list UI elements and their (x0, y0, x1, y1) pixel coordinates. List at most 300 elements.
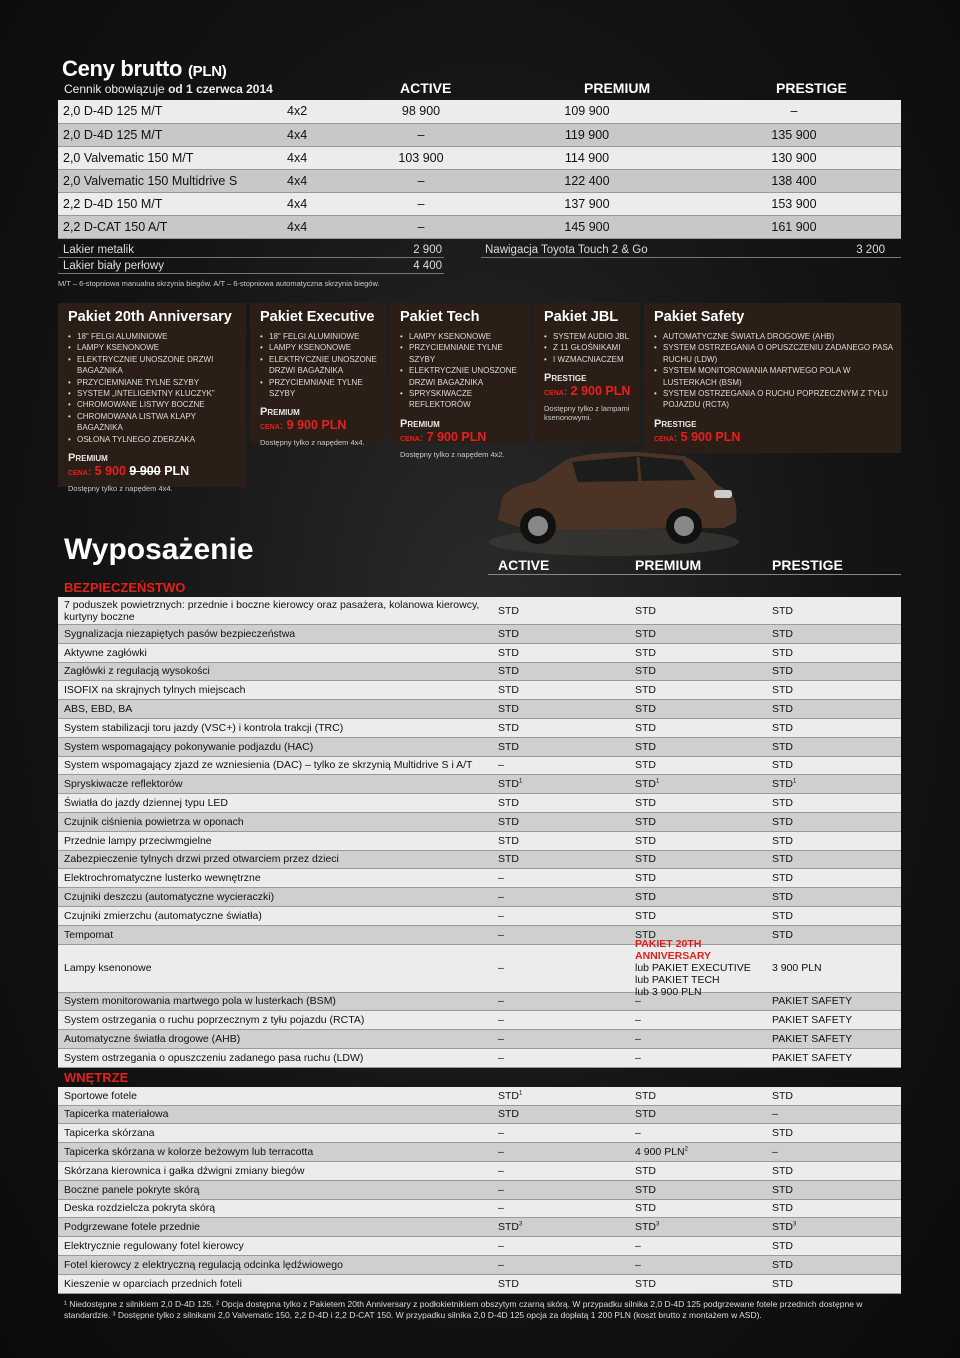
equip-cell-p (635, 797, 772, 809)
equip-value: STD (498, 778, 519, 791)
equip-col-prestige: PRESTIGE (772, 557, 843, 573)
equip-value: – (498, 909, 504, 922)
option-metallic-paint (58, 242, 444, 258)
equip-cell-a (498, 1127, 635, 1139)
equip-value: STD (498, 604, 519, 617)
option-price: 2 900 (413, 244, 442, 256)
section-heading: WNĘTRZE (64, 1069, 129, 1085)
list-item: • SPRYSKIWACZE REFLEKTORÓW (400, 388, 522, 411)
equip-cell-s (772, 647, 901, 659)
footnote-ref: 1 (519, 778, 523, 785)
table-row (58, 926, 901, 945)
equip-value: STD (635, 872, 656, 885)
equip-cell-p (635, 1052, 772, 1064)
equip-cell-a (498, 995, 635, 1007)
equip-cell-f (58, 891, 498, 903)
price-cell-engine: 2,2 D-4D 150 M/T (58, 192, 287, 215)
equip-cell-s (772, 1090, 901, 1102)
footnote-ref: 3 (793, 1221, 797, 1228)
equip-value: – (635, 1127, 641, 1140)
equip-value: Lampy ksenonowe (64, 962, 152, 975)
equip-value: – (772, 1108, 778, 1121)
package-version: Premium (68, 452, 108, 465)
list-item: • PRZYCIEMNIANE TYLNE SZYBY (400, 342, 522, 365)
price-list-validity: Cennik obowiązuje od 1 czerwca 2014 (64, 82, 273, 96)
equip-value: STD (772, 1164, 793, 1177)
price-cell-active: – (355, 123, 487, 146)
equip-value: – (498, 1183, 504, 1196)
equip-value: Podgrzewane fotele przednie (64, 1221, 201, 1234)
equip-cell-f (58, 1108, 498, 1120)
equip-value: STD (635, 853, 656, 866)
equip-cell-f (58, 684, 498, 696)
equip-value: – (635, 1051, 641, 1064)
package-version: Premium (400, 417, 440, 430)
table-row (58, 1218, 901, 1237)
equip-cell-a (498, 778, 635, 790)
equip-value: Tempomat (64, 928, 114, 941)
package-price: cena: 9 900 PLN (260, 418, 347, 433)
price-col-premium: PREMIUM (584, 80, 651, 96)
equip-cell-f (58, 778, 498, 790)
equip-value: STD (635, 1202, 656, 1215)
equip-value: STD (772, 759, 793, 772)
equip-cell-a (498, 962, 635, 974)
price-cell-drive: 4x4 (287, 169, 355, 192)
package-price: cena: 5 900 PLN (654, 429, 741, 444)
equip-value: STD (772, 740, 793, 753)
equip-option-line: PAKIET 20TH ANNIVERSARY (635, 938, 712, 963)
price-cell-active: 103 900 (355, 146, 487, 169)
equip-cell-a (498, 1240, 635, 1252)
equip-value: STD (635, 627, 656, 640)
equip-value: STD (635, 834, 656, 847)
equip-cell-p (635, 1165, 772, 1177)
table-row (58, 123, 901, 146)
price-cell-active: – (355, 215, 487, 238)
package-version: Premium (260, 406, 300, 419)
equip-value: STD (635, 1183, 656, 1196)
transmission-note: M/T – 6-stopniowa manualna skrzynia biegów. A/T – 6-stopniowa automatyczna skrzynia biegów. (58, 279, 380, 288)
equip-value: Aktywne zagłówki (64, 646, 147, 659)
table-row (58, 993, 901, 1012)
equip-value: 7 poduszek powietrznych: przednie i boczne kierowcy oraz pasażera, kolanowa kierowcy, kurtyny boczne (64, 598, 480, 623)
footnote-ref: 1 (519, 1090, 523, 1097)
equip-value: – (635, 1033, 641, 1046)
equip-value: Spryskiwacze reflektorów (64, 778, 183, 791)
equip-value: STD (772, 797, 793, 810)
price-cell-active: – (355, 192, 487, 215)
equip-value: STD (772, 872, 793, 885)
equip-cell-f (58, 703, 498, 715)
list-item: • LAMPY KSENONOWE (400, 331, 522, 342)
equip-cell-s (772, 1165, 901, 1177)
equip-cell-s (772, 1259, 901, 1271)
table-row (58, 832, 901, 851)
equip-value: System ostrzegania o ruchu poprzecznym z tyłu pojazdu (RCTA) (64, 1014, 365, 1027)
price-cell-drive: 4x4 (287, 123, 355, 146)
equip-cell-p (635, 665, 772, 677)
equip-value: Sygnalizacja niezapiętych pasów bezpieczeństwa (64, 627, 296, 640)
equip-cell-s (772, 703, 901, 715)
equip-value: STD (635, 1108, 656, 1121)
price-cell-engine: 2,0 D-4D 125 M/T (58, 123, 287, 146)
equip-value: ABS, EBD, BA (64, 703, 133, 716)
equip-value: STD (772, 1240, 793, 1252)
table-row (58, 1106, 901, 1125)
equip-value: System wspomagający zjazd ze wzniesienia (DAC) – tylko ze skrzynią Multidrive S i A/T (64, 759, 473, 772)
equip-cell-p (635, 1146, 772, 1158)
equip-value: Deska rozdzielcza pokryta skórą (64, 1202, 216, 1215)
equip-value: STD (635, 778, 656, 791)
price-cell-premium: 109 900 (487, 100, 687, 123)
equip-value: – (498, 872, 504, 885)
equip-cell-f (58, 647, 498, 659)
equip-cell-s (772, 1052, 901, 1064)
price-cell-premium: 114 900 (487, 146, 687, 169)
equipment-title: Wyposażenie (64, 533, 254, 566)
table-row (58, 625, 901, 644)
equip-value: STD (498, 703, 519, 716)
equip-cell-s (772, 1240, 901, 1252)
equip-value: Kieszenie w oparciach przednich foteli (64, 1277, 243, 1290)
package-executive (250, 303, 386, 448)
equip-value: STD (772, 1258, 793, 1271)
equip-cell-s (772, 853, 901, 865)
equip-cell-p (635, 741, 772, 753)
price-cell-premium: 137 900 (487, 192, 687, 215)
equip-cell-s (772, 1033, 901, 1045)
equip-value: System wspomagający pokonywanie podjazdu (HAC) (64, 740, 314, 753)
equip-cell-s (772, 778, 901, 790)
table-row (58, 169, 901, 192)
equip-cell-p (635, 1127, 772, 1139)
table-row (58, 1275, 901, 1294)
equip-cell-p (635, 995, 772, 1007)
equip-value: – (498, 1051, 504, 1064)
list-item: • ELEKTRYCZNIE UNOSZONE DRZWI BAGAŻNIKA (68, 354, 238, 377)
equip-cell-s (772, 1108, 901, 1120)
equip-cell-p (635, 1014, 772, 1026)
table-row (58, 813, 901, 832)
equip-value: – (635, 1014, 641, 1027)
package-title: Pakiet JBL (544, 309, 619, 325)
equip-value: – (498, 1240, 504, 1252)
equip-cell-p (635, 853, 772, 865)
equip-cell-a (498, 1146, 635, 1158)
equip-value: Światła do jazdy dziennej typu LED (64, 797, 229, 810)
package-note: Dostępny tylko z napędem 4x4. (260, 438, 365, 448)
price-cell-premium: 145 900 (487, 215, 687, 238)
equip-cell-s (772, 1127, 901, 1139)
equip-value: 3 900 PLN (772, 962, 822, 975)
table-row (58, 851, 901, 870)
package-tech (390, 303, 530, 459)
equip-cell-a (498, 797, 635, 809)
equip-option-line: lub PAKIET TECH (635, 974, 720, 987)
price-cell-engine: 2,0 Valvematic 150 M/T (58, 146, 287, 169)
equip-cell-f (58, 1014, 498, 1026)
equip-value: STD (498, 627, 519, 640)
equip-cell-p (635, 1240, 772, 1252)
equip-cell-s (772, 605, 901, 617)
equip-cell-f (58, 722, 498, 734)
equip-cell-p (635, 778, 772, 790)
equip-value: – (772, 1146, 778, 1159)
equip-cell-s (772, 995, 901, 1007)
equip-cell-f (58, 1090, 498, 1102)
equip-cell-a (498, 605, 635, 617)
price-cell-engine: 2,2 D-CAT 150 A/T (58, 215, 287, 238)
equip-cell-f (58, 816, 498, 828)
table-row (58, 215, 901, 238)
footnote-ref: 1 (656, 778, 660, 785)
option-pearl-white (58, 258, 444, 274)
price-table (58, 100, 901, 239)
equip-cell-s (772, 891, 901, 903)
equip-cell-s (772, 910, 901, 922)
package-title: Pakiet Tech (400, 309, 480, 325)
equip-cell-f (58, 910, 498, 922)
list-item: • SYSTEM AUDIO JBL (544, 331, 632, 342)
equip-cell-p (635, 1221, 772, 1233)
equip-value: STD (772, 928, 793, 941)
equip-value: STD (498, 1108, 519, 1121)
equip-cell-a (498, 1202, 635, 1214)
equip-value: STD (498, 1089, 519, 1102)
table-row (58, 663, 901, 682)
equip-value: – (635, 1240, 641, 1252)
equip-value: Przednie lampy przeciwmgielne (64, 834, 212, 847)
table-row (58, 738, 901, 757)
equip-value: STD (635, 1221, 656, 1234)
equip-value: STD (772, 1089, 793, 1102)
price-cell-drive: 4x2 (287, 100, 355, 123)
equip-cell-s (772, 1221, 901, 1233)
list-item: • SYSTEM MONITOROWANIA MARTWEGO POLA W LUSTERKACH (BSM) (654, 365, 893, 388)
equip-value: STD (635, 1164, 656, 1177)
equip-cell-f (58, 995, 498, 1007)
equip-cell-a (498, 853, 635, 865)
equip-value: STD (635, 759, 656, 772)
package-price: cena: 5 900 9 900 PLN (68, 464, 190, 479)
equip-value: – (498, 891, 504, 904)
equip-cell-f (58, 599, 498, 623)
equip-value: STD (635, 909, 656, 922)
list-item: • PRZYCIEMNIANE TYLNE SZYBY (68, 377, 238, 388)
equip-value: STD (498, 721, 519, 734)
table-row (58, 1087, 901, 1106)
equip-value: – (498, 1164, 504, 1177)
equip-cell-p (635, 1184, 772, 1196)
equip-value: STD (772, 604, 793, 617)
table-row (58, 775, 901, 794)
section-rows (58, 1087, 901, 1294)
equip-value: STD (635, 1089, 656, 1102)
equip-option-line: lub 3 900 PLN (635, 986, 702, 999)
equip-cell-a (498, 647, 635, 659)
equip-cell-s (772, 665, 901, 677)
equip-value: System stabilizacji toru jazdy (VSC+) i kontrola trakcji (TRC) (64, 721, 344, 734)
equip-value: STD (635, 703, 656, 716)
equip-value: STD (772, 1277, 793, 1290)
table-row (58, 1200, 901, 1219)
equip-value: STD (635, 740, 656, 753)
package-items (654, 331, 893, 411)
equip-value: STD (498, 740, 519, 753)
package-items (260, 331, 378, 399)
table-row (58, 1143, 901, 1162)
list-item: • SYSTEM „INTELIGENTNY KLUCZYK” (68, 388, 238, 399)
package-version: Prestige (654, 417, 697, 430)
equip-value: – (635, 995, 641, 1008)
table-row (58, 869, 901, 888)
equip-value: STD (498, 1277, 519, 1290)
equip-cell-f (58, 1146, 498, 1158)
equip-cell-s (772, 1278, 901, 1290)
equip-value: Sportowe fotele (64, 1089, 137, 1102)
equip-value: Skórzana kierownica i gałka dźwigni zmiany biegów (64, 1164, 305, 1177)
equip-value: STD (498, 646, 519, 659)
equip-value: STD (772, 703, 793, 716)
equip-value: STD (772, 778, 793, 791)
table-row (58, 146, 901, 169)
package-version: Prestige (544, 372, 587, 385)
list-item: • AUTOMATYCZNE ŚWIATŁA DROGOWE (AHB) (654, 331, 893, 342)
equip-cell-f (58, 1278, 498, 1290)
price-cell-active: 98 900 (355, 100, 487, 123)
package-title: Pakiet Safety (654, 309, 745, 325)
equip-cell-f (58, 665, 498, 677)
equip-value: STD (772, 627, 793, 640)
equip-option-line: lub PAKIET EXECUTIVE (635, 962, 751, 975)
footnote-ref: 3 (519, 1221, 523, 1228)
equip-cell-f (58, 872, 498, 884)
equip-cell-p (635, 938, 772, 998)
footnote-ref: 1 (793, 778, 797, 785)
table-row (58, 681, 901, 700)
table-row (58, 1124, 901, 1143)
list-item: • CHROMOWANA LISTWA KLAPY BAGAŻNIKA (68, 411, 238, 434)
equip-cell-f (58, 1033, 498, 1045)
equip-cell-a (498, 665, 635, 677)
price-cell-drive: 4x4 (287, 146, 355, 169)
equip-cell-p (635, 647, 772, 659)
option-price: 3 200 (856, 244, 885, 256)
list-item: • ELEKTRYCZNIE UNOSZONE DRZWI BAGAŻNIKA (400, 365, 522, 388)
equip-value: PAKIET SAFETY (772, 1051, 853, 1064)
list-item: • SYSTEM OSTRZEGANIA O RUCHU POPRZECZNYM Z TYŁU POJAZDU (RCTA) (654, 388, 893, 411)
equip-cell-a (498, 1052, 635, 1064)
equip-value: STD (498, 665, 519, 678)
equip-cell-p (635, 910, 772, 922)
equip-cell-p (635, 1278, 772, 1290)
equip-cell-a (498, 1221, 635, 1233)
equip-cell-p (635, 891, 772, 903)
equip-cell-f (58, 1127, 498, 1139)
equip-cell-f (58, 1221, 498, 1233)
equip-cell-a (498, 1165, 635, 1177)
package-title: Pakiet 20th Anniversary (68, 309, 232, 325)
equip-value: Tapicerka materiałowa (64, 1108, 169, 1121)
list-item: • LAMPY KSENONOWE (260, 342, 378, 353)
equip-cell-f (58, 835, 498, 847)
equip-cell-a (498, 628, 635, 640)
equip-value: STD (772, 853, 793, 866)
price-cell-drive: 4x4 (287, 192, 355, 215)
equip-value: – (498, 1127, 504, 1140)
equip-value: STD (772, 1127, 793, 1140)
equip-cell-p (635, 1090, 772, 1102)
equip-cell-p (635, 759, 772, 771)
package-title: Pakiet Executive (260, 309, 375, 325)
equip-cell-a (498, 1090, 635, 1102)
equip-cell-p (635, 703, 772, 715)
package-items (544, 331, 632, 365)
equip-value: STD (498, 834, 519, 847)
table-row (58, 719, 901, 738)
equip-cell-f (58, 628, 498, 640)
option-label: Lakier metalik (63, 244, 134, 256)
table-row (58, 644, 901, 663)
equip-cell-p (635, 872, 772, 884)
list-item: • LAMPY KSENONOWE (68, 342, 238, 353)
equip-cell-a (498, 722, 635, 734)
list-item: • OSŁONA TYLNEGO ZDERZAKA (68, 434, 238, 445)
price-cell-prestige: 135 900 (687, 123, 901, 146)
equip-cell-a (498, 684, 635, 696)
equip-cell-a (498, 929, 635, 941)
equip-value: STD (498, 853, 519, 866)
equip-value: STD (635, 928, 656, 941)
equip-cell-s (772, 797, 901, 809)
equip-value: STD (498, 797, 519, 810)
price-cell-premium: 119 900 (487, 123, 687, 146)
table-row (58, 757, 901, 776)
section-rows (58, 597, 901, 1068)
equip-value: Czujnik ciśnienia powietrza w oponach (64, 815, 244, 828)
price-col-prestige: PRESTIGE (776, 80, 847, 96)
package-jbl (534, 303, 640, 443)
equip-cell-s (772, 1146, 901, 1158)
equip-col-active: ACTIVE (498, 557, 550, 573)
equip-value: – (498, 1033, 504, 1046)
table-row (58, 888, 901, 907)
equip-cell-a (498, 703, 635, 715)
equip-value: STD (772, 815, 793, 828)
list-item: • I WZMACNIACZEM (544, 354, 632, 365)
equip-cell-p (635, 816, 772, 828)
car-image (488, 430, 740, 554)
equip-cell-a (498, 835, 635, 847)
equip-cell-s (772, 1184, 901, 1196)
equip-cell-p (635, 835, 772, 847)
equip-value: Boczne panele pokryte skórą (64, 1183, 200, 1196)
equip-cell-a (498, 872, 635, 884)
equip-value: STD (635, 1277, 656, 1290)
equip-value: – (498, 1014, 504, 1027)
option-navigation (481, 242, 901, 258)
equip-value: Czujniki zmierzchu (automatyczne światła) (64, 909, 262, 922)
option-label: Nawigacja Toyota Touch 2 & Go (485, 244, 648, 256)
equip-cell-p (635, 684, 772, 696)
equip-cell-p (635, 1033, 772, 1045)
equip-value: Elektrochromatyczne lusterko wewnętrzne (64, 872, 261, 885)
equip-cell-s (772, 741, 901, 753)
header-divider (488, 574, 901, 575)
equip-value: Automatyczne światła drogowe (AHB) (64, 1033, 241, 1046)
list-item: • PRZYCIEMNIANE TYLNE SZYBY (260, 377, 378, 400)
